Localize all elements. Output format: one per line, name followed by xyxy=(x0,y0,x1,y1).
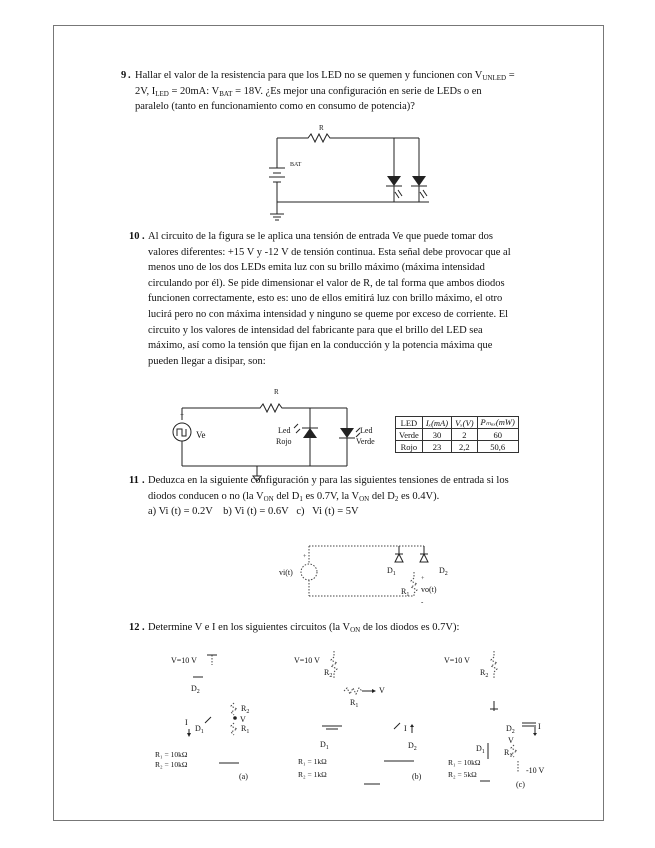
svg-text:D1: $D_1$ xyxy=(195,724,204,735)
svg-text:-10 V: -10 V xyxy=(526,766,545,775)
circuit-q12-a xyxy=(149,651,289,791)
source-vi xyxy=(301,564,317,580)
led-specs-table xyxy=(395,416,519,453)
question-number: 11 xyxy=(129,475,139,486)
svg-text:V=10 V: V=10 V xyxy=(294,656,320,665)
svg-text:R1: $R_1$ xyxy=(350,698,359,709)
svg-text:R1: $R_1$ xyxy=(504,748,513,759)
svg-text:I: I xyxy=(538,722,541,731)
svg-text:D1: $D_1$ xyxy=(387,566,396,577)
svg-text:D2: $D_2$ xyxy=(408,741,417,752)
svg-text:Rojo: Rojo xyxy=(276,437,292,446)
circuit-q12-b xyxy=(294,651,444,791)
svg-text:vi(t): vi(t) xyxy=(279,568,293,577)
svg-text:+: + xyxy=(421,576,425,582)
svg-text:R2: $R_2$ xyxy=(324,668,333,679)
svg-text:R1: $R_1$ xyxy=(241,724,250,735)
question-11: 11 . Deduzca en la siguiente configuración y para las siguientes tensiones de entrada si los diodos conducen o no (la $V_{ON}$ del $D_1$ es 0.7V, la $V_{ON}$ del $D_2$ es 0.4V). a) Vi (t) = 0.2V b) Vi (t) = 0.6V c) Vi (t) = 5V xyxy=(148,473,554,520)
svg-text:+: + xyxy=(180,411,184,419)
ve-label: Ve xyxy=(196,430,206,440)
diode-d2 xyxy=(420,546,428,562)
table-row: Rojo 23 2,2 50,6 xyxy=(396,441,519,453)
svg-text:R₂ = 5kΩ: R₂ = 5kΩ xyxy=(448,770,477,779)
svg-text:D2: $D_2$ xyxy=(506,724,515,735)
question-number: 12 xyxy=(129,622,140,633)
resistor-label: R xyxy=(319,124,324,132)
input-cases: a) Vi (t) = 0.2V b) Vi (t) = 0.6V c) Vi (t) = 5V xyxy=(148,506,359,518)
svg-text:V=10 V: V=10 V xyxy=(171,656,197,665)
resistor-r2 xyxy=(231,703,237,715)
svg-text:Led: Led xyxy=(360,426,373,435)
svg-text:vo(t): vo(t) xyxy=(421,585,437,594)
svg-text:D2: $D_2$ xyxy=(191,684,200,695)
circuit-q11 xyxy=(279,536,448,616)
svg-text:R₂ = 10kΩ: R₂ = 10kΩ xyxy=(155,760,188,769)
resistor-r1 xyxy=(411,572,417,596)
svg-text:+: + xyxy=(303,554,307,560)
table-header-row: LED Iₓ(mA) Vₓ(V) Pₘₐₓ(mW) xyxy=(396,417,519,429)
document-page xyxy=(53,25,604,821)
svg-text:R1: $R_1$ xyxy=(401,587,410,598)
question-number: 9 xyxy=(121,70,127,81)
svg-text:D1: $D_1$ xyxy=(320,740,329,751)
circuit-q9 xyxy=(264,124,414,214)
question-number: 10 xyxy=(129,231,140,242)
question-9: 9 . Hallar el valor de la resistencia para que los LED no se quemen y funcionen con $V_{UNLED}$ = 2V, $I_{LED} = 20mA$: $V_{BAT} = 18V$. ¿Es mejor una configuración en serie de LEDs o en paralelo (tanto en funcionamiento como en consumo de potencia)? xyxy=(121,70,515,113)
diode-d1 xyxy=(205,717,211,723)
svg-text:V: V xyxy=(240,715,246,724)
caption-c: (c) xyxy=(516,780,525,789)
svg-text:V: V xyxy=(508,736,514,745)
circuit-q10 xyxy=(172,386,375,486)
diode-d2 xyxy=(394,723,400,729)
resistor-label: R xyxy=(274,388,279,396)
svg-text:Verde: Verde xyxy=(356,437,375,446)
svg-text:R2: $R_2$ xyxy=(241,704,250,715)
question-10: 10 . Al circuito de la figura se le aplica una tensión de entrada Ve que puede tomar dos valores diferentes: +15 V y -12 V de tensión continua. Esta señal debe provocar que al menos uno de los dos LEDs emita luz con su brillo máximo (máxima intensidad circulando por él). Se pide dimensionar el valor de R, de tal forma que ambos diodos funcionen correctamente, esto es: uno de ellos emitirá luz con brillo máximo, el otro lucirá pero no con máxima intensidad y ninguno se queme por exceso de corriente. El circuito y los valores de intensidad del fabricante para que el brillo del LED sea máximo, así como la tensión que fijan en la conducción y la potencia máxima que pueden llegar a disipar, son: xyxy=(129,231,511,367)
diode-d1 xyxy=(395,546,403,562)
battery-label: BAT xyxy=(290,162,302,168)
svg-text:D2: $D_2$ xyxy=(439,566,448,577)
svg-text:D1: $D_1$ xyxy=(476,744,485,755)
led-rojo xyxy=(294,424,318,438)
table-row: Verde 30 2 60 xyxy=(396,429,519,441)
svg-text:R₁ = 1kΩ: R₁ = 1kΩ xyxy=(298,757,327,766)
svg-text:Led: Led xyxy=(278,426,291,435)
svg-text:V: V xyxy=(379,686,385,695)
resistor-r1 xyxy=(344,688,362,694)
svg-text:R₂ = 1kΩ: R₂ = 1kΩ xyxy=(298,770,327,779)
question-12: 12 . Determine V e I en los siguientes circuitos (la $V_{ON}$ de los diodos es 0.7V): xyxy=(129,622,460,634)
resistor-r1 xyxy=(231,723,237,735)
caption-a: (a) xyxy=(239,772,248,781)
circuit-q12-c xyxy=(444,651,574,791)
svg-text:I: I xyxy=(404,724,407,733)
svg-text:R₁ = 10kΩ: R₁ = 10kΩ xyxy=(155,750,188,759)
svg-text:R₁ = 10kΩ: R₁ = 10kΩ xyxy=(448,758,481,767)
svg-text:V=10 V: V=10 V xyxy=(444,656,470,665)
svg-text:-: - xyxy=(421,598,424,606)
caption-b: (b) xyxy=(412,772,422,781)
svg-text:I: I xyxy=(185,718,188,727)
svg-text:R2: $R_2$ xyxy=(480,668,489,679)
